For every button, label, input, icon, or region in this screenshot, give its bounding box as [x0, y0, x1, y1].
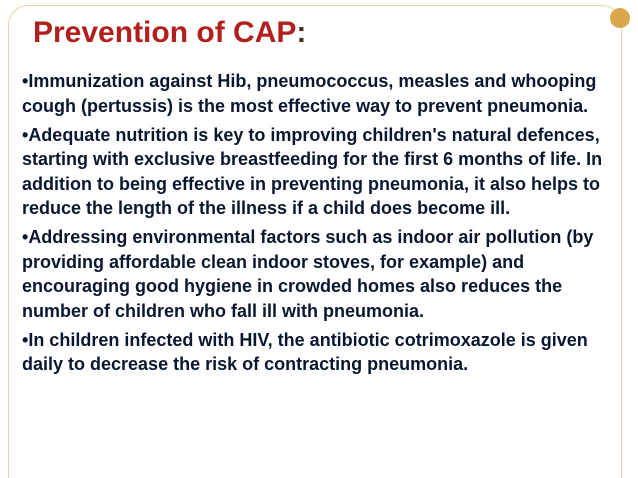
bullet-text: Immunization against Hib, pneumococcus, measles and whooping cough (pertussis) is the most effective way to prevent pneumonia. — [22, 71, 597, 116]
title-text: Prevention of CAP — [33, 16, 297, 49]
bullet-marker: • — [22, 124, 29, 145]
bullet-item — [22, 328, 614, 377]
bullet-item — [22, 123, 614, 221]
bullet-text: Adequate nutrition is key to improving children's natural defences, starting with exclusive breastfeeding for the first 6 months of life. In addition to being effective in preventing pneumonia, it also helps to reduce the length of the illness if a child does become ill. — [22, 124, 603, 218]
bullet-marker: • — [22, 71, 29, 91]
bullet-text: Addressing environmental factors such as indoor air pollution (by providing affordable clean indoor stoves, for example) and encouraging good hygiene in crowded homes also reduces the number of children who fall ill with pneumonia. — [22, 227, 594, 321]
bullet-marker: • — [22, 227, 29, 247]
bullet-list — [22, 69, 614, 381]
bullet-text: In children infected with HIV, the antibiotic cotrimoxazole is given daily to decrease the risk of contracting pneumonia. — [22, 329, 588, 374]
bullet-item — [22, 225, 614, 323]
title-colon: : — [296, 16, 307, 49]
decorative-circle — [610, 8, 630, 28]
bullet-item — [22, 69, 614, 118]
bullet-marker: • — [22, 329, 29, 350]
slide-title — [33, 14, 306, 52]
